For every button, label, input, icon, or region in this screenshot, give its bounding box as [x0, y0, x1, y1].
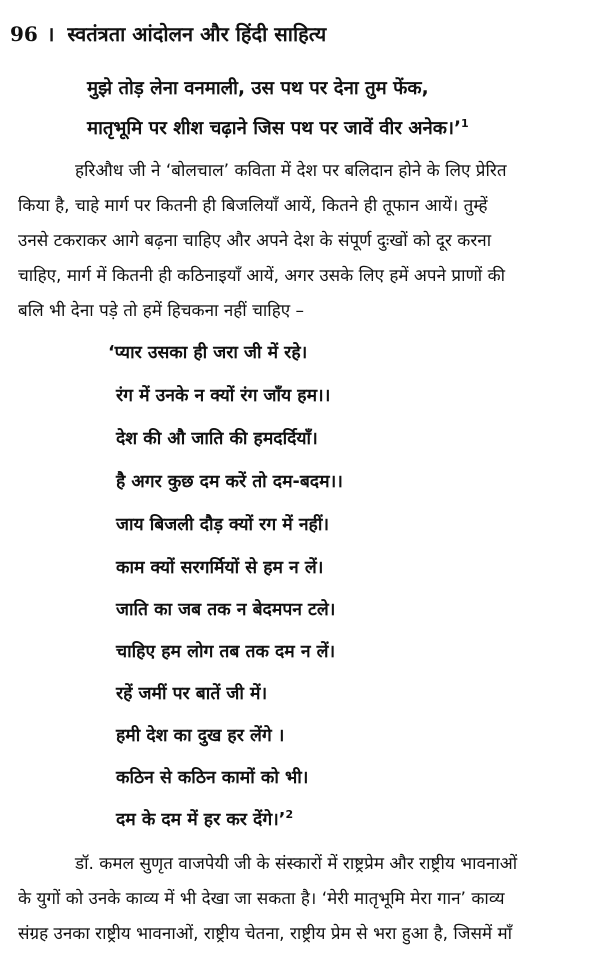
- paragraph-line: चाहिए, मार्ग में कितनी ही कठिनाइयाँ आयें, अगर उसके लिए हमें अपने प्राणों की: [18, 266, 506, 286]
- poem-line: देश की औ जाति की हमदर्दियाँ।: [116, 429, 318, 449]
- footnote-marker: 2: [285, 808, 294, 822]
- poem-line: हमी देश का दुख हर लेंगे ।: [116, 726, 285, 746]
- epigraph-line-text: मातृभूमि पर शीश चढ़ाने जिस पथ पर जावें वीर अनेक।’: [87, 118, 462, 139]
- paragraph-line: संग्रह उनका राष्ट्रीय भावनाओं, राष्ट्रीय चेतना, राष्ट्रीय प्रेम से भरा हुआ है, जिसमें माँ: [18, 924, 513, 944]
- paragraph-line: डॉ. कमल सुणृत वाजपेयी जी के संस्कारों में राष्ट्रप्रेम और राष्ट्रीय भावनाओं: [75, 854, 518, 874]
- page-number: 96: [10, 22, 38, 46]
- paragraph-line: किया है, चाहे मार्ग पर कितनी ही बिजलियाँ आयें, कितने ही तूफान आयें। तुम्हें: [18, 196, 488, 216]
- poem-line: रहें जमीं पर बातें जी में।: [116, 684, 268, 704]
- paragraph-line: हरिऔध जी ने ‘बोलचाल’ कविता में देश पर बलिदान होने के लिए प्रेरित: [75, 161, 507, 181]
- poem-line: ‘प्यार उसका ही जरा जी में रहे।: [108, 343, 308, 363]
- paragraph-line: उनसे टकराकर आगे बढ़ना चाहिए और अपने देश के संपूर्ण दुःखों को दूर करना: [18, 231, 492, 251]
- paragraph-line: बलि भी देना पड़े तो हमें हिचकना नहीं चाहिए –: [18, 301, 305, 321]
- paragraph-line: के युगों को उनके काव्य में भी देखा जा सकता है। ‘मेरी मातृभूमि मेरा गान’ काव्य: [18, 889, 505, 909]
- footnote-marker: 1: [461, 116, 469, 130]
- poem-line: है अगर कुछ दम करें तो दम-बदम।।: [116, 472, 343, 492]
- epigraph-line: [87, 116, 469, 139]
- poem-line: कठिन से कठिन कामों को भी।: [116, 768, 309, 788]
- poem-line: काम क्यों सरगर्मियों से हम न लें।: [116, 558, 324, 578]
- poem-line: जाति का जब तक न बेदमपन टले।: [116, 600, 336, 620]
- poem-line: चाहिए हम लोग तब तक दम न लें।: [116, 642, 336, 662]
- epigraph-line: मुझे तोड़ लेना वनमाली, उस पथ पर देना तुम फेंक,: [87, 78, 429, 99]
- poem-line: [116, 808, 294, 830]
- poem-line: जाय बिजली दौड़ क्यों रग में नहीं।: [116, 515, 330, 535]
- book-title: स्वतंत्रता आंदोलन और हिंदी साहित्य: [67, 22, 327, 46]
- poem-line: रंग में उनके न क्यों रंग जाँय हम।।: [116, 386, 331, 406]
- running-header: [10, 24, 326, 44]
- header-separator: ।: [46, 22, 55, 46]
- poem-line-text: दम के दम में हर कर देंगे।’: [116, 810, 286, 830]
